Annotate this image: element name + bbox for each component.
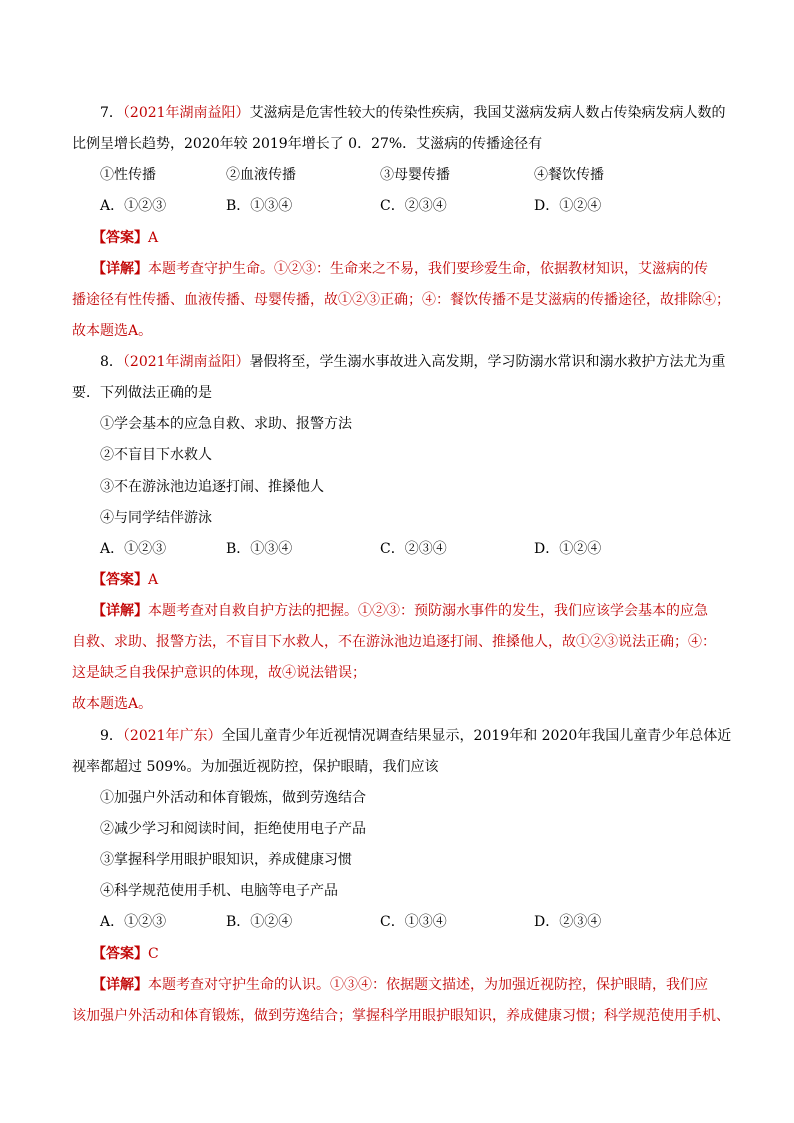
q7-stem-text1: 艾滋病是危害性较大的传染性疾病，我国艾滋病发病人数占传染病发病人数的 [249, 105, 726, 121]
q8-item-2: ②不盲目下水救人 [100, 447, 212, 463]
q7-explain-line3: 故本题选A。 [72, 323, 153, 339]
q9-answer-label: 【答案】 [92, 946, 148, 962]
q7-answer-label: 【答案】 [92, 230, 148, 246]
q9-explain-label: 【详解】 [92, 977, 148, 993]
q9-stem-text1: 全国儿童青少年近视情况调查结果显示，2019年和 2020年我国儿童青少年总体近 [221, 728, 732, 744]
q7-source: （2021年湖南益阳） [122, 105, 250, 121]
q7-option-c: C．②③④ [380, 198, 447, 214]
q8-number: 8． [100, 354, 123, 370]
q8-stem-text1: 暑假将至，学生溺水事故进入高发期，学习防溺水常识和溺水救护方法尤为重 [249, 354, 726, 370]
q8-item-3: ③不在游泳池边追逐打闹、推搡他人 [100, 479, 324, 495]
q9-item-1: ①加强户外活动和体育锻炼，做到劳逸结合 [100, 790, 366, 806]
q7-explain-text1: 本题考查守护生命。①②③：生命来之不易，我们要珍爱生命，依据教材知识，艾滋病的传 [148, 261, 708, 277]
q7-item-3: ③母婴传播 [380, 167, 450, 183]
q9-answer [92, 945, 159, 963]
q8-explain-line4: 故本题选A。 [72, 696, 153, 712]
q7-answer-value: A [148, 230, 159, 246]
q8-answer [92, 571, 158, 589]
q9-number: 9． [100, 728, 123, 744]
q8-explain-text1: 本题考查对自救自护方法的把握。①②③：预防溺水事件的发生，我们应该学会基本的应急 [148, 603, 708, 619]
q7-item-1: ①性传播 [100, 167, 156, 183]
q7-item-4: ④餐饮传播 [534, 167, 604, 183]
q8-stem-line2: 要．下列做法正确的是 [72, 385, 212, 401]
q9-option-c: C．①③④ [380, 914, 447, 930]
q8-explain-line3: 这是缺乏自我保护意识的体现，故④说法错误； [72, 665, 366, 681]
q8-answer-label: 【答案】 [92, 572, 148, 588]
q9-item-3: ③掌握科学用眼护眼知识，养成健康习惯 [100, 852, 352, 868]
q7-stem-line2: 比例呈增长趋势，2020年较 2019年增长了 0．27%．艾滋病的传播途径有 [72, 136, 543, 152]
q8-item-4: ④与同学结伴游泳 [100, 510, 212, 526]
q8-answer-value: A [148, 572, 159, 588]
q9-item-4: ④科学规范使用手机、电脑等电子产品 [100, 883, 338, 899]
q8-stem-line1 [100, 353, 726, 371]
q8-explain-line2: 自救、求助、报警方法，不盲目下水救人，不在游泳池边追逐打闹、推搡他人，故①②③说法正确；④： [72, 634, 716, 650]
q9-source: （2021年广东） [122, 728, 222, 744]
q7-item-2: ②血液传播 [226, 167, 296, 183]
q7-explain-line1 [92, 260, 708, 278]
q8-explain-line1 [92, 602, 708, 620]
q7-explain-label: 【详解】 [92, 261, 148, 277]
q8-item-1: ①学会基本的应急自救、求助、报警方法 [100, 416, 352, 432]
q8-option-b: B．①③④ [226, 541, 293, 557]
q7-number: 7． [100, 105, 123, 121]
q9-stem-line1 [100, 727, 731, 745]
q8-option-a: A．①②③ [100, 541, 167, 557]
q9-explain-line1 [92, 976, 708, 994]
q7-stem-line1 [100, 104, 726, 122]
q9-option-b: B．①②④ [226, 914, 293, 930]
q8-source: （2021年湖南益阳） [122, 354, 250, 370]
q8-explain-label: 【详解】 [92, 603, 148, 619]
q7-option-b: B．①③④ [226, 198, 293, 214]
q9-option-a: A．①②③ [100, 914, 167, 930]
q9-explain-line2: 该加强户外活动和体育锻炼，做到劳逸结合；掌握科学用眼护眼知识，养成健康习惯；科学规范使用手机、 [72, 1008, 730, 1024]
q7-explain-line2: 播途径有性传播、血液传播、母婴传播，故①②③正确；④：餐饮传播不是艾滋病的传播途径，故排除④； [72, 292, 730, 308]
q9-answer-value: C [148, 946, 159, 962]
q9-stem-line2: 视率都超过 509%。为加强近视防控，保护眼睛，我们应该 [72, 759, 439, 775]
q8-option-d: D．①②④ [534, 541, 602, 557]
q8-option-c: C．②③④ [380, 541, 447, 557]
q7-option-d: D．①②④ [534, 198, 602, 214]
q9-item-2: ②减少学习和阅读时间，拒绝使用电子产品 [100, 821, 366, 837]
q7-option-a: A．①②③ [100, 198, 167, 214]
q9-explain-text1: 本题考查对守护生命的认识。①③④：依据题文描述，为加强近视防控，保护眼睛，我们应 [148, 977, 708, 993]
q7-answer [92, 229, 158, 247]
q9-option-d: D．②③④ [534, 914, 602, 930]
